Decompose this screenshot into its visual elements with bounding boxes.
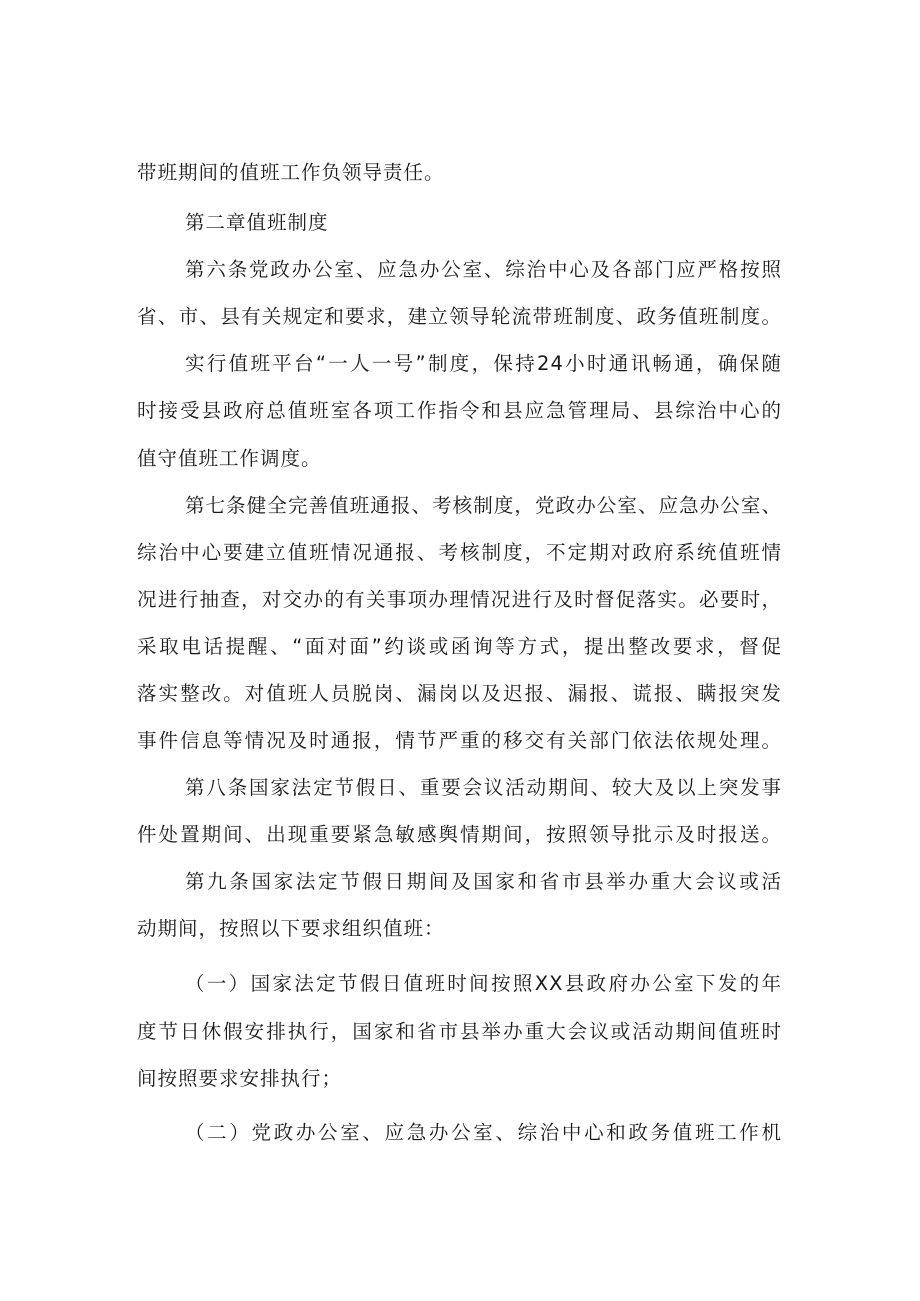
chapter-heading: 第二章值班制度: [185, 211, 329, 234]
text-line: 带班期间的值班工作负领导责任。: [137, 161, 445, 184]
list-item-text: 间按照要求安排执行；: [137, 1067, 343, 1090]
text-line: 综治中心要建立值班情况通报、考核制度，不定期对政府系统值班情: [137, 541, 782, 564]
text-line: 况进行抽查，对交办的有关事项办理情况进行及时督促落实。必要时，: [137, 588, 782, 611]
text-line: 采取电话提醒、“面对面”约谈或函询等方式，提出整改要求，督促: [137, 635, 782, 658]
list-item-text: （二）党政办公室、应急办公室、综治中心和政务值班工作机: [185, 1121, 782, 1144]
text-line: 第六条党政办公室、应急办公室、综治中心及各部门应严格按照: [185, 258, 782, 281]
text-line: 实行值班平台“一人一号”制度，保持24小时通讯畅通，确保随: [185, 352, 782, 375]
text-line: 事件信息等情况及时通报，情节严重的移交有关部门依法依规处理。: [137, 729, 782, 752]
text-line: 时接受县政府总值班室各项工作指令和县应急管理局、县综治中心的: [137, 399, 782, 422]
text-line: 第七条健全完善值班通报、考核制度，党政办公室、应急办公室、: [185, 494, 782, 517]
text-line: 件处置期间、出现重要紧急敏感舆情期间，按照领导批示及时报送。: [137, 823, 782, 846]
text-line: 第八条国家法定节假日、重要会议活动期间、较大及以上突发事: [185, 776, 782, 799]
text-line: 动期间，按照以下要求组织值班：: [137, 917, 445, 940]
text-line: 省、市、县有关规定和要求，建立领导轮流带班制度、政务值班制度。: [137, 305, 782, 328]
text-line: 第九条国家法定节假日期间及国家和省市县举办重大会议或活: [185, 870, 782, 893]
text-line: 落实整改。对值班人员脱岗、漏岗以及迟报、漏报、谎报、瞒报突发: [137, 682, 782, 705]
list-item-text: （一）国家法定节假日值班时间按照XX县政府办公室下发的年: [185, 972, 782, 995]
list-item-text: 度节日休假安排执行，国家和省市县举办重大会议或活动期间值班时: [137, 1020, 782, 1043]
text-line: 值守值班工作调度。: [137, 447, 322, 470]
